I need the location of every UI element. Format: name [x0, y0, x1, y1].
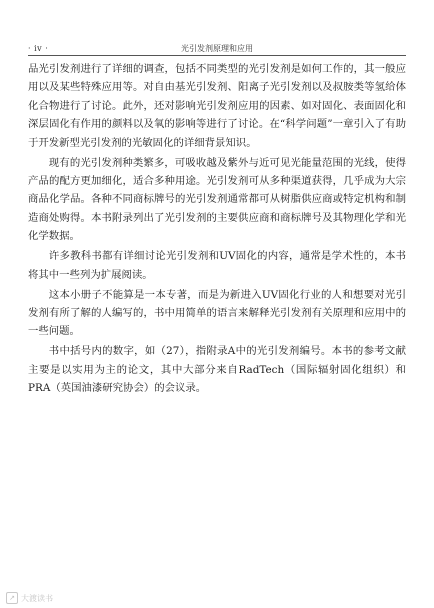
page-number: · iv · — [28, 44, 49, 53]
watermark-logo-icon: ↗ — [6, 592, 18, 604]
paragraph-3: 许多教科书都有详细讨论光引发剂和UV固化的内容，通常是学术性的，本书将其中一些列为扩展阅读。 — [28, 250, 406, 281]
paragraph-5: 书中括号内的数字，如（27），指附录A中的光引发剂编号。本书的参考文献主要是以实用为主的论文，其中大部分来自RadTech（国际辐射固化组织）和PRA（英国油漆研究协会）的会议录。 — [28, 345, 406, 395]
paragraph-2: 现有的光引发剂种类繁多，可吸收越及紫外与近可见光能量范围的光线，使得产品的配方更加细化，适合多种用途。光引发剂可从多种渠道获得，几乎成为大宗商品化学品。各种不同商标牌号的光引发剂通常都可从树脂供应商或特定机构和制造商处购得。本书附录列出了光引发剂的主要供应商和商标牌号及其物理化学和光化学数据。 — [28, 156, 406, 243]
running-title: 光引发剂原理和应用 — [181, 44, 253, 53]
watermark-text: 大渡读书 — [21, 593, 53, 603]
paragraph-4: 这本小册子不能算是一本专著，而是为新进入UV固化行业的人和想要对光引发剂有所了解的人编写的，书中用简单的语言来解释光引发剂有关原理和应用中的一些问题。 — [28, 288, 406, 338]
watermark — [6, 592, 53, 604]
paragraph-1: 品光引发剂进行了详细的调查，包括不同类型的光引发剂是如何工作的，其一般应用以及某些特殊应用等。对自由基光引发剂、阳离子光引发剂以及叔胺类等氢给体化合物进行了讨论。此外，还对影响光引发剂应用的因素、如对固化、表面固化和深层固化有作用的颜料以及氧的影响等进行了讨论。在“科学问题”一章引入了有助于开发新型光引发剂的光敏固化的详细背景知识。 — [28, 63, 406, 149]
page-header — [28, 40, 406, 54]
body-text — [28, 60, 406, 399]
header-rule — [28, 55, 406, 56]
